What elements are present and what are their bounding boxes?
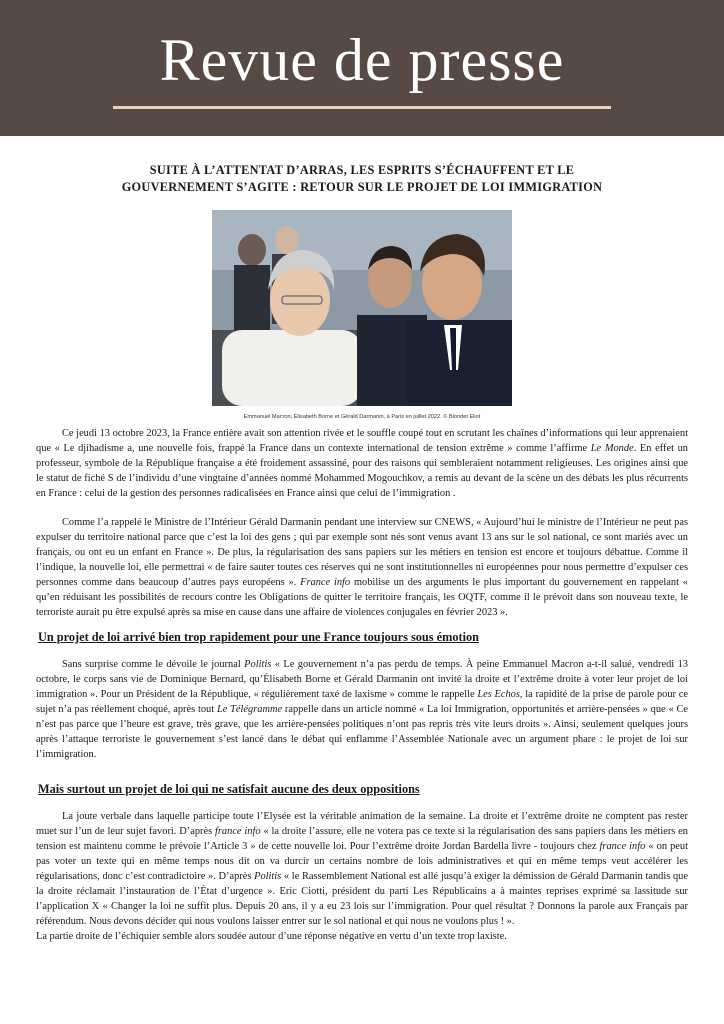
source-politis-2: Politis — [254, 871, 282, 882]
photo-illustration — [212, 210, 512, 406]
source-france-info: France info — [300, 577, 351, 588]
paragraph-1: Ce jeudi 13 octobre 2023, la France entière avait son attention rivée et le souffle coupé tout en scrutant les chaînes d’informations qui leur apprenaient que « Le djihadisme a, une nouvelle fois, frappé la France dans un contexte international de tension extrême » comme l’affirme Le Monde. En effet un professeur, symbole de la République française a été froidement assassiné, pour des raisons qui sembleraient notamment religieuses. Les origines ainsi que le statut de fiché S de l’individu d’une vingtaine d’années nommé Mohammed Mogouchkov, a remis au devant de la scène un des débats les plus récurrents en France : celui de la gestion des personnes radicalisées en France ainsi que celui de l’immigration . — [36, 428, 689, 499]
paragraph-3: Sans surprise comme le dévoile le journal Politis « Le gouvernement n’a pas perdu de temps. À peine Emmanuel Macron a-t-il salué, vendredi 13 octobre, le corps sans vie de Dominique Bernard, qu’Élisabeth Borne et Gérald Darmanin ont invité la droite et l’extrême droite à voter leur projet de loi immigration ». Pour un Président de la République, « régulièrement taxé de laxisme » comme le rappelle Les Echos, la rapidité de la prise de parole pour ce sujet n’a pas réellement choqué, après tout Le Télégramme rappelle dans un article nommé « La loi Immigration, opportunités et arrière-pensées » que « Ce n’est pas parce que l’heure est grave, très grave, que les arrière-pensées politiques n’ont pas repris très vite leurs droits ». Ainsi, seulement quelques jours après l’attaque terroriste le gouvernement s’est lancé dans le débat qui enflamme l’Assemblée Nationale avec un argument phare : le projet de loi sur l’immigration. — [36, 659, 689, 760]
article-headline — [90, 162, 634, 196]
source-politis: Politis — [244, 659, 272, 670]
source-le-monde: Le Monde — [590, 443, 634, 454]
article-photo — [212, 210, 512, 406]
paragraph-4: La joute verbale dans laquelle participe toute l’Elysée est la véritable animation de la semaine. La droite et l’extrême droite ne comptent pas rester muet sur l’un de leur sujet favori. D’après france info « la droite l’assure, elle ne votera pas ce texte si la régularisation des sans papiers dans les métiers en tension est maintenu comme le prévoie l’Article 3 » de cette nouvelle loi. Pour l’extrême droite Jordan Bardella livre - toujours chez france info « on peut pas voter un texte qui en même temps nous dit on va durcir un certains nombre de lois administratives et qui en même temps veut accélérer les régularisations, donc c’est contradictoire ». D’après Politis « le Rassemblement National est allé jusqu’à exiger la démission de Gérald Darmanin tandis que la droite réclamait l’instauration de l’État d’urgence ». Eric Ciotti, président du parti Les Républicains a à maintes reprises exprimé sa lassitude sur l’application X « Changer la loi ne suffit plus. Depuis 20 ans, il y a eu 23 lois sur l’immigration. Pour quel résultat ? Donnons la parole aux Français par référendum. Nous devons décider qui nous voulons laisser entrer sur le sol national et qui nous ne voulons plus ! ». — [36, 811, 688, 927]
source-les-echos: Les Echos — [477, 689, 520, 700]
paragraph-2: Comme l’a rappelé le Ministre de l’Intérieur Gérald Darmanin pendant une interview sur CNEWS, « Aujourd’hui le ministre de l’Intérieur ne peut pas expulser du territoire national parce que c’est la loi des gens ; qui par exemple sont nés sont venus avant 13 ans sur le sol national, ce sont mariés avec un français, ou ont eu un enfant en France ». De plus, la régularisation des sans papiers sur les métiers en tension est encore et toujours débattue. Comme il l’indique, la nouvelle loi, elle permettrai « de faire sauter toutes ces réserves qui ne sont institutionnelles ni européennes pour nous permettre d’expulser ces personnes comme dans beaucoup d’autres pays européens ». France info mobilise un des arguments le plus important du gouvernement en rappelant « qu’en réduisant les possibilités de recours contre les Obligations de quitter le territoire français, les OQTF, comme il le prévoit dans son nouveau texte, le terroriste aurait pu être expulsé après sa mise en cause dans une affaire de violences conjugales en février 2023 ». — [36, 517, 688, 618]
headline-line-1: SUITE À L’ATTENTAT D’ARRAS, LES ESPRITS S’ÉCHAUFFENT ET LE — [149, 163, 575, 177]
masthead-banner — [0, 0, 724, 136]
source-france-info-2: france info — [215, 826, 261, 837]
source-france-info-3: france info — [599, 841, 646, 852]
section-heading-1: Un projet de loi arrivé bien trop rapidement pour une France toujours sous émotion — [38, 630, 479, 644]
paragraph-5: La partie droite de l’échiquier semble alors soudée autour d’une réponse négative en vertu d’un texte trop laxiste. — [36, 931, 507, 942]
masthead-title: Revue de presse — [159, 27, 565, 93]
masthead-divider — [113, 106, 611, 109]
headline-line-2: GOUVERNEMENT S’AGITE : RETOUR SUR LE PROJET DE LOI IMMIGRATION — [121, 180, 603, 194]
article — [0, 136, 724, 944]
source-le-telegramme: Le Télégramme — [216, 704, 283, 715]
photo-caption: Emmanuel Macron, Élisabeth Borne et Gérald Darmanin, à Paris en juillet 2022. © Blondet Eliot — [243, 414, 481, 420]
section-heading-2: Mais surtout un projet de loi qui ne satisfait aucune des deux oppositions — [38, 782, 420, 796]
